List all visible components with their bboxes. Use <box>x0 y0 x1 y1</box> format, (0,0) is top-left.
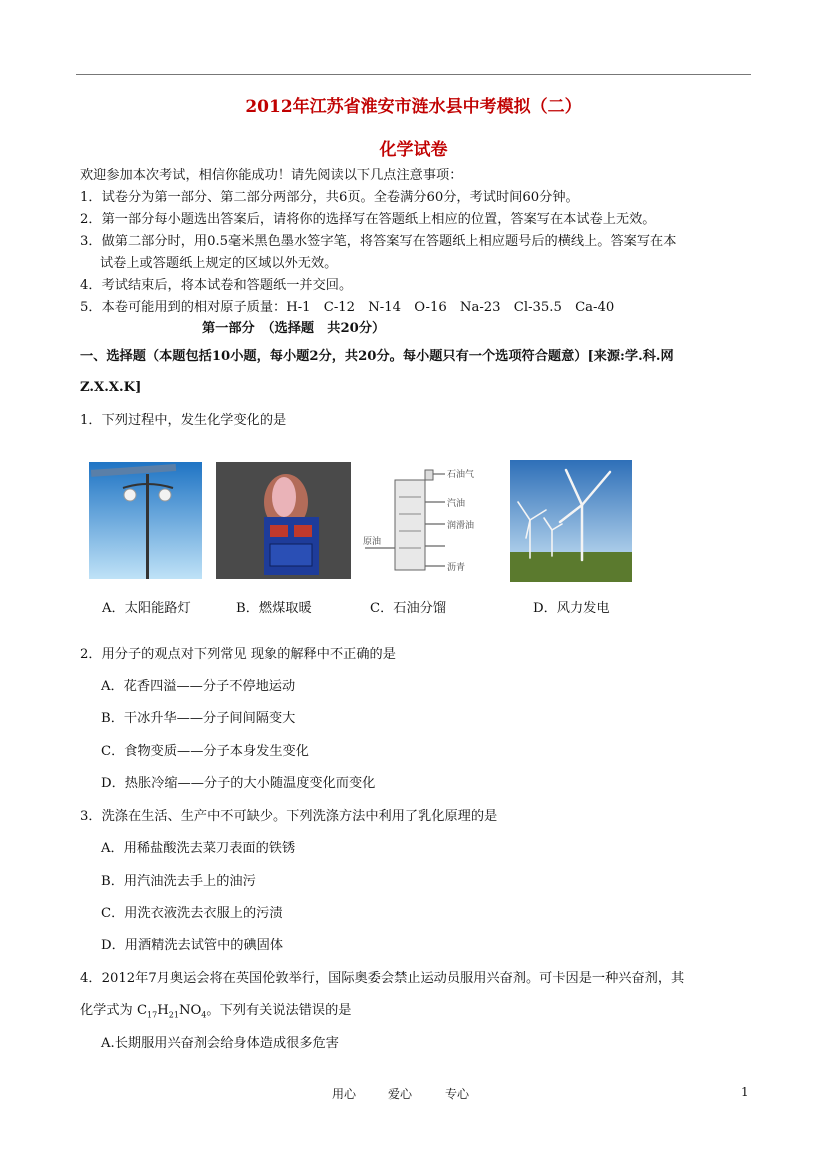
page-number: 1 <box>741 1085 749 1099</box>
part1-heading: 第一部分 （选择题 共20分） <box>202 321 386 336</box>
wind-turbines-image <box>510 460 632 582</box>
question-1-option-a: A．太阳能路灯 <box>102 601 191 616</box>
question-1-option-c: C．石油分馏 <box>370 601 447 616</box>
question-2-option-c: C．食物变质——分子本身发生变化 <box>101 744 309 759</box>
question-3-option-d: D．用酒精洗去试管中的碘固体 <box>101 938 284 953</box>
question-3-option-b: B．用汽油洗去手上的油污 <box>101 874 256 889</box>
footer-motto-2: 爱心 <box>388 1087 413 1101</box>
page-title: 2012年江苏省淮安市涟水县中考模拟（二） <box>245 97 582 117</box>
q4-text-pre: 化学式为 C <box>80 1003 148 1018</box>
q4-sub-h: 21 <box>168 1010 179 1020</box>
notice-intro: 欢迎参加本次考试，相信你能成功！请先阅读以下几点注意事项： <box>80 168 463 183</box>
notice-item-5: 5．本卷可能用到的相对原子质量：H-1 C-12 N-14 O-16 Na-23 Cl-35.5 Ca-40 <box>80 300 615 315</box>
question-2-option-d: D．热胀冷缩——分子的大小随温度变化而变化 <box>101 776 376 791</box>
question-2-option-a: A．花香四溢——分子不停地运动 <box>101 679 296 694</box>
footer-motto-1: 用心 <box>332 1087 357 1101</box>
diagram-label-gas: 石油气 <box>447 470 475 480</box>
notice-item-3: 3．做第二部分时，用0.5毫米黑色墨水签字笔，将答案写在答题纸上相应题号后的横线上。答案写在本 <box>80 234 677 249</box>
question-3-option-a: A．用稀盐酸洗去菜刀表面的铁锈 <box>101 841 296 856</box>
section-heading-cont: Z.X.X.K] <box>80 380 142 395</box>
page-subtitle: 化学试卷 <box>379 140 448 160</box>
question-1-option-b: B．燃煤取暖 <box>236 601 312 616</box>
q4-sub-c: 17 <box>147 1010 158 1020</box>
question-3-option-c: C．用洗衣液洗去衣服上的污渍 <box>101 906 283 921</box>
question-4-stem-cont <box>80 1001 351 1026</box>
question-1-option-d: D．风力发电 <box>533 601 610 616</box>
header-rule <box>76 74 751 75</box>
question-2-option-b: B．干冰升华——分子间间隔变大 <box>101 711 296 726</box>
notice-item-2: 2．第一部分每小题选出答案后，请将你的选择写在答题纸上相应的位置，答案写在本试卷上无效。 <box>80 212 656 227</box>
footer-motto-3: 专心 <box>445 1087 470 1101</box>
notice-item-3-cont: 试卷上或答题纸上规定的区域以外无效。 <box>100 256 338 271</box>
notice-item-1: 1．试卷分为第一部分、第二部分两部分，共6页。全卷满分60分，考试时间60分钟。 <box>80 190 579 205</box>
section-heading: 一、选择题（本题包括10小题，每小题2分，共20分。每小题只有一个选项符合题意）[来源:学.科.网 <box>80 349 674 364</box>
question-1-stem: 1．下列过程中，发生化学变化的是 <box>80 413 287 428</box>
q4-text-h: H <box>157 1003 169 1018</box>
q4-text-post: 。下列有关说法错误的是 <box>206 1003 352 1018</box>
question-4-option-a: A.长期服用兴奋剂会给身体造成很多危害 <box>101 1036 339 1051</box>
notice-item-4: 4．考试结束后，将本试卷和答题纸一并交回。 <box>80 278 353 293</box>
coal-stove-image <box>216 462 351 579</box>
solar-streetlamp-image <box>89 462 202 579</box>
q4-sub-o: 4 <box>201 1010 207 1020</box>
question-3-stem: 3．洗涤在生活、生产中不可缺少。下列洗涤方法中利用了乳化原理的是 <box>80 809 498 824</box>
diagram-label-crude: 原油 <box>363 537 382 547</box>
question-2-stem: 2．用分子的观点对下列常见 现象的解释中不正确的是 <box>80 647 396 662</box>
diagram-label-lube: 润滑油 <box>447 521 475 531</box>
fractional-distillation-diagram <box>355 462 490 579</box>
diagram-label-asphalt: 沥青 <box>447 563 466 573</box>
q4-text-no: NO <box>178 1003 202 1018</box>
question-4-stem: 4．2012年7月奥运会将在英国伦敦举行，国际奥委会禁止运动员服用兴奋剂。可卡因是一种兴奋剂，其 <box>80 971 685 986</box>
diagram-label-gasoline: 汽油 <box>447 499 466 509</box>
